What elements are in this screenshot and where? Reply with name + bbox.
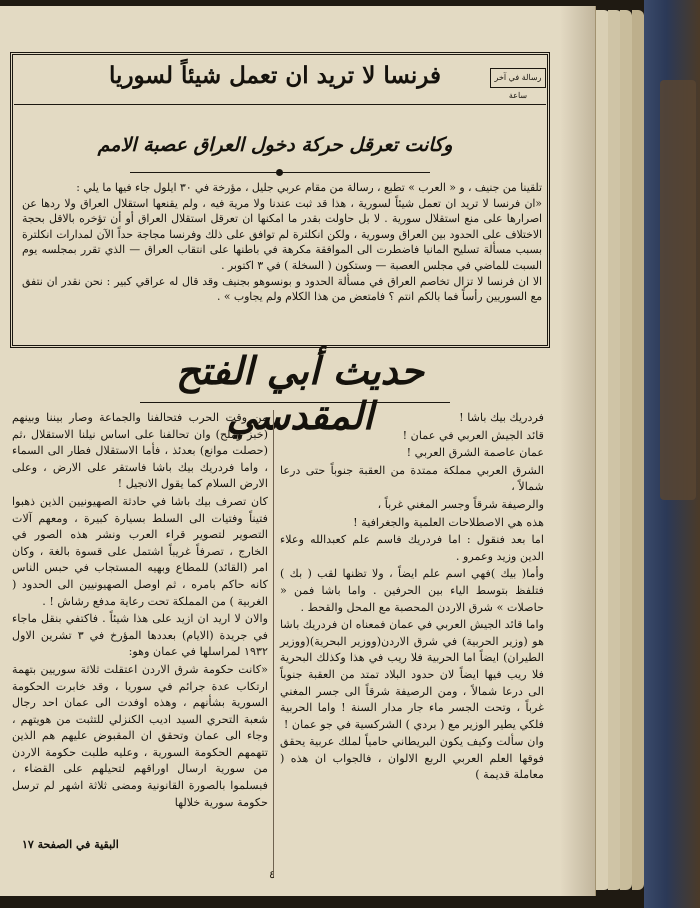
paragraph: الشرق العربي مملكة ممتدة من العقبة جنوباً حتى درعا شمالاً ، (280, 463, 544, 494)
feature-title: حديث أبي الفتح المقدسي (176, 348, 424, 438)
paragraph: «ان فرنسا لا تريد ان تعمل شيئاً لسورية ، هذا قد ثبت عندنا ولا مرية فيه ، ولم يقنعها استقلال العراق ولا ردها عن اصرارها على منع استقلال سورية . لا بل حاولت بقدر ما امكنها ان تعرقل استقلال العراق أو أن تؤخره بالاقل بحجة الاختلاف على الحدود بين العراق وسورية ، ولكن انكلترة لم توافق على ذلك وفرنسا مجاجة حداً الآن لمدارات انكلترة بسبب مسألة تسليح المانيا فاضطرت الى الموافقة مكرهة في باطنها على انتقاب العراق — الذي تقرر بمجلسه يوم السبت للماضي في مجلس العصبة — وستكون ( السخلة ) في ٣ اكتوبر . (22, 196, 542, 272)
worn-binding (660, 80, 696, 500)
left-column (12, 410, 268, 812)
ornament-rule (130, 172, 430, 173)
paragraph: كان تصرف بيك باشا في حادثة الصهيونيين الذين ذهبوا فتيناً وفتيات الى السلط بسيارة كبيرة ، ومعهم آلات التصوير لتصوير قراء العرب ونشر هذه الصور في الخارج ، تصرفاً غريباً اشتمل على قسوة بالغة ، وكان امر (القائد) للمطاع وبهيه المستجاب في حبس الناس كانه حاكم بامره ، ثم اوصل الصهيونيين الى الحدود ( الغربية ) من المملكة تحت رعاية مدفع رشاش ! . (12, 494, 268, 608)
paragraph: هذه هي الاصطلاحات العلمية والجغرافية ! (353, 515, 544, 529)
paragraph: من وقت الحرب فتحالفنا والجماعة وصار بيننا وبينهم (خبز وملح) وان تحالفنا على اساس نيلنا الاستقلال ،ثم (حصلت موانع) بعدئذ ، فأما الاستقلال فطار الى السماء ، واما فردريك بيك باشا فاستقر على الارض ، وعلى الارض السلام كما يقول الانجيل ! (12, 411, 268, 491)
page-gutter-shadow (560, 6, 596, 896)
top-story-body (22, 180, 542, 305)
continued-note: البقية في الصفحة ١٧ (22, 838, 119, 851)
paragraph: وان سألت وكيف يكون البريطاني حامياً لملك عربية يحقق فوقها العلم العربي الربع الالوان ، فالجواب ان هذه ( معاملة قديمة ) (280, 735, 544, 782)
paragraph: الا ان فرنسا لا تزال تخاصم العراق في مسألة الحدود و بونسوهو بجنيف وقد قال له عراقي كبير : نحن نقدر ان نتفق مع السوريين رأساً فما بالكم انتم ؟ فامتعض من هذا الكلام ولم يجاوب » . (22, 274, 542, 304)
ornament-dot (276, 169, 283, 176)
column-separator (273, 410, 274, 878)
top-story-headline: فرنسا لا تريد ان تعمل شيئاً لسوريا (109, 62, 441, 89)
page-edge (632, 10, 644, 890)
feature-title-rule (140, 402, 450, 403)
paragraph: تلقينا من جنيف ، و « العرب » تطبع ، رسالة من مقام عربي جليل ، مؤرخة في ٣٠ ايلول جاء فيها ما يلي : (76, 181, 542, 194)
right-column (280, 410, 544, 785)
paragraph: والرصيفة شرقاً وجسر المغني غرباً ، (377, 497, 544, 511)
top-story-subheadline: وكانت تعرقل حركة دخول العراق عصبة الامم (97, 134, 453, 156)
headline-rule (14, 104, 546, 105)
caption-box: رسالة في آخر ساعة (490, 68, 546, 88)
paragraph: واما قائد الجيش العربي في عمان فمعناه ان فردريك باشا هو (وزير الحربية) في شرق الاردن(ووزير البحرية)(ووزير الطيران) ايضاً اما الحربية فلا ريب في هذا وكذلك البحرية فلا ريب فيها ايضاً لان حدود البلاد تمتد من العقبة جنوباً الى درعا شمالاً ، ومن الرصيفة شرقاً الى جسر المغني غرباً ، وتحت الجسر ماء جار مدار السنة ! واما الحربية فلكي يطير الوزير مع ( بردي ) الشركسية في جو عمان ! (280, 618, 544, 731)
paragraph: وأما( بيك )فهي اسم علم ايضاً ، ولا تظنها لقب ( بك ) فتلفظ بتوسط الياء بين الحرفين . واما باشا فمن « حاصلات » شرق الاردن المحصبة مع المحل والقحط . (280, 567, 544, 614)
paragraph: قائد الجيش العربي في عمان ! (402, 428, 544, 442)
paragraph: اما بعد فنقول : اما فردريك فاسم علم كعبدالله وعلاء الدين وزيد وعمرو . (280, 533, 544, 563)
newspaper-page (0, 6, 596, 896)
paragraph: «كانت حكومة شرق الاردن اعتقلت ثلاثة سوريين بتهمة ارتكاب عدة جرائم في سوريا ، وقد خابرت الحكومة السورية بشأنهم ، وهذه اوفدت الى عمان احد رجال شعبة التحري السيد اديب الكنزلي للتثبت من هويتهم ، وجاء الى عمان وتحقق ان المقبوض عليهم هم الذين تتهمهم الحكومة السورية ، وعليه طلبت حكومة الاردن من سورية ارسال اوراقهم لتحيلهم على القضاء ، فبسلموا بالصورة القانونية ومضى ثلاثة اشهر لم ترسل حكومة سورية خلالها (12, 662, 268, 809)
page-number: ٤ (269, 868, 275, 881)
paragraph: فردريك بيك باشا ! (459, 411, 544, 424)
page-edge (620, 10, 632, 890)
paragraph: والان لا اريد ان ازيد على هذا شيئاً . فاكتفي بنقل ماجاء في جريدة (الايام) بعددها المؤرخ في ٣ تشرين الاول ١٩٣٢ لمراسلها في عمان وهو: (12, 612, 268, 659)
paragraph: عمان عاصمة الشرق العربي ! (406, 446, 544, 460)
